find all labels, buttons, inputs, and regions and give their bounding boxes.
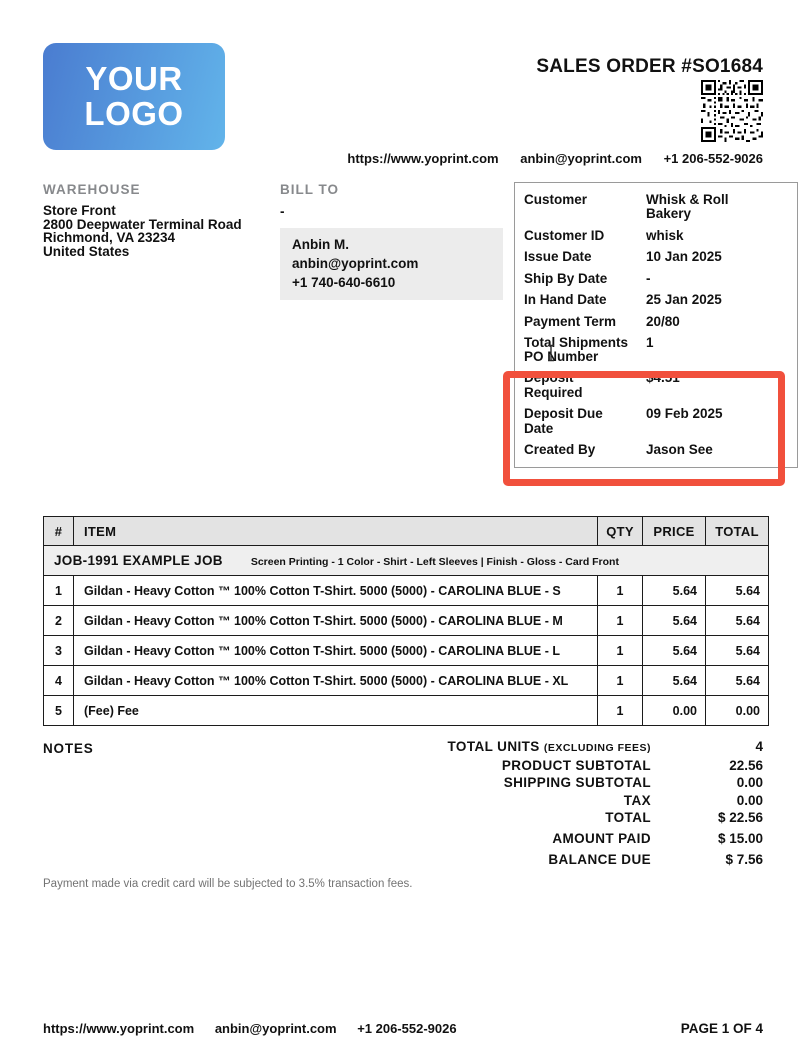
order-info-panel bbox=[514, 182, 798, 468]
table-row bbox=[44, 636, 769, 666]
row-price: 5.64 bbox=[643, 666, 706, 696]
info-value: 20/80 bbox=[646, 313, 680, 329]
col-header-qty: QTY bbox=[598, 517, 643, 546]
tax-row bbox=[383, 794, 763, 809]
row-item: Gildan - Heavy Cotton ™ 100% Cotton T-Shirt. 5000 (5000) - CAROLINA BLUE - S bbox=[74, 576, 598, 606]
total-value: 0.00 bbox=[736, 792, 763, 808]
warehouse-city: Richmond, VA 23234 bbox=[43, 230, 176, 245]
info-row-po-number bbox=[515, 346, 797, 368]
total-label: BALANCE DUE bbox=[548, 852, 651, 867]
footer-contact bbox=[43, 1021, 457, 1036]
table-row bbox=[44, 666, 769, 696]
row-item: Gildan - Heavy Cotton ™ 100% Cotton T-Shirt. 5000 (5000) - CAROLINA BLUE - M bbox=[74, 606, 598, 636]
row-total: 5.64 bbox=[706, 606, 769, 636]
row-qty: 1 bbox=[598, 666, 643, 696]
header-contact bbox=[347, 151, 763, 166]
items-table bbox=[43, 516, 769, 726]
row-item: Gildan - Heavy Cotton ™ 100% Cotton T-Shirt. 5000 (5000) - CAROLINA BLUE - L bbox=[74, 636, 598, 666]
total-label: TOTAL bbox=[605, 810, 651, 825]
total-label: SHIPPING SUBTOTAL bbox=[503, 775, 651, 790]
row-num: 5 bbox=[44, 696, 74, 726]
total-units-row bbox=[383, 740, 763, 756]
totals-section bbox=[383, 740, 763, 871]
info-label: Deposit Due Date bbox=[524, 406, 603, 436]
row-total: 5.64 bbox=[706, 576, 769, 606]
job-header-row bbox=[44, 546, 769, 576]
notes-label: NOTES bbox=[43, 741, 94, 756]
table-row bbox=[44, 576, 769, 606]
bill-to-contact-box bbox=[280, 228, 503, 300]
total-value: $ 7.56 bbox=[725, 852, 763, 867]
row-num: 2 bbox=[44, 606, 74, 636]
warehouse-country: United States bbox=[43, 243, 130, 259]
info-label: Issue Date bbox=[524, 249, 592, 264]
row-item: Gildan - Heavy Cotton ™ 100% Cotton T-Shirt. 5000 (5000) - CAROLINA BLUE - XL bbox=[74, 666, 598, 696]
email-link[interactable]: anbin@yoprint.com bbox=[520, 151, 642, 166]
warehouse-street: 2800 Deepwater Terminal Road bbox=[43, 216, 242, 232]
col-header-item: ITEM bbox=[74, 517, 598, 546]
qr-code-icon bbox=[701, 80, 763, 142]
info-label: In Hand Date bbox=[524, 292, 607, 307]
info-label: Ship By Date bbox=[524, 270, 608, 286]
row-total: 5.64 bbox=[706, 666, 769, 696]
info-label: Payment Term bbox=[524, 313, 617, 329]
info-row-in-hand-date bbox=[515, 290, 797, 312]
warehouse-name: Store Front bbox=[43, 203, 116, 218]
info-value: 25 Jan 2025 bbox=[646, 292, 722, 307]
info-value: $4.51 bbox=[646, 370, 680, 385]
info-value: Whisk & Roll Bakery bbox=[646, 191, 729, 221]
job-title: JOB-1991 EXAMPLE JOB bbox=[54, 553, 223, 568]
page-number: PAGE 1 OF 4 bbox=[680, 1021, 763, 1036]
bill-to-section bbox=[280, 182, 503, 300]
footer-phone-text: +1 206-552-9026 bbox=[357, 1021, 457, 1036]
text-cursor-icon bbox=[546, 344, 556, 367]
total-value: $ 22.56 bbox=[717, 810, 763, 825]
info-value: 1 bbox=[646, 335, 654, 350]
row-price: 5.64 bbox=[643, 606, 706, 636]
row-price: 0.00 bbox=[643, 696, 706, 726]
amount-paid-row bbox=[383, 832, 763, 847]
info-row-customer-id bbox=[515, 225, 797, 247]
info-value: 10 Jan 2025 bbox=[646, 249, 722, 264]
items-header-row bbox=[44, 517, 769, 546]
info-label: Deposit Required bbox=[524, 370, 583, 400]
total-value: 22.56 bbox=[729, 757, 763, 773]
row-item: (Fee) Fee bbox=[74, 696, 598, 726]
info-row-payment-term bbox=[515, 311, 797, 333]
total-label: TOTAL UNITS (EXCLUDING FEES) bbox=[447, 739, 651, 754]
warehouse-label: WAREHOUSE bbox=[43, 182, 141, 197]
payment-note: Payment made via credit card will be subjected to 3.5% transaction fees. bbox=[43, 878, 413, 890]
row-total: 5.64 bbox=[706, 636, 769, 666]
info-label: Customer ID bbox=[524, 227, 605, 243]
table-row bbox=[44, 696, 769, 726]
website-link[interactable]: https://www.yoprint.com bbox=[347, 151, 499, 166]
total-value: 4 bbox=[755, 739, 763, 754]
info-label: Customer bbox=[524, 191, 588, 207]
info-label: PO Number bbox=[524, 348, 599, 364]
row-num: 3 bbox=[44, 636, 74, 666]
col-header-price: PRICE bbox=[643, 517, 706, 546]
info-label: Created By bbox=[524, 442, 596, 457]
total-label: TAX bbox=[623, 792, 651, 808]
bill-to-phone: +1 740-640-6610 bbox=[292, 275, 396, 290]
balance-due-row bbox=[383, 853, 763, 868]
info-value: 09 Feb 2025 bbox=[646, 406, 723, 421]
info-row-created-by bbox=[515, 440, 797, 462]
total-sublabel: (EXCLUDING FEES) bbox=[543, 742, 651, 754]
row-price: 5.64 bbox=[643, 576, 706, 606]
info-value: whisk bbox=[646, 227, 684, 243]
total-value: $ 15.00 bbox=[717, 830, 763, 846]
footer-email-link[interactable]: anbin@yoprint.com bbox=[214, 1021, 337, 1036]
row-num: 4 bbox=[44, 666, 74, 696]
info-row-deposit-required bbox=[515, 368, 797, 404]
info-value bbox=[646, 350, 764, 365]
bill-to-name: Anbin M. bbox=[292, 237, 349, 252]
footer-website-link[interactable]: https://www.yoprint.com bbox=[43, 1021, 195, 1036]
product-subtotal-row bbox=[383, 759, 763, 774]
warehouse-section bbox=[43, 182, 273, 258]
total-value: 0.00 bbox=[736, 775, 763, 790]
info-label: Total Shipments bbox=[524, 335, 629, 350]
info-row-deposit-due-date bbox=[515, 404, 797, 440]
bill-to-company: - bbox=[280, 204, 285, 219]
bill-to-label: BILL TO bbox=[280, 182, 340, 197]
logo-text-line2: LOGO bbox=[84, 94, 184, 132]
info-value: - bbox=[646, 270, 651, 286]
total-label: AMOUNT PAID bbox=[552, 830, 651, 846]
info-value: Jason See bbox=[646, 442, 713, 457]
info-row-issue-date bbox=[515, 247, 797, 269]
logo-text-line1: YOUR bbox=[85, 59, 183, 97]
row-total: 0.00 bbox=[706, 696, 769, 726]
row-num: 1 bbox=[44, 576, 74, 606]
table-row bbox=[44, 606, 769, 636]
page-footer bbox=[43, 1021, 763, 1036]
col-header-total: TOTAL bbox=[706, 517, 769, 546]
row-qty: 1 bbox=[598, 636, 643, 666]
shipping-subtotal-row bbox=[383, 776, 763, 791]
row-qty: 1 bbox=[598, 576, 643, 606]
phone-text: +1 206-552-9026 bbox=[663, 151, 763, 166]
bill-to-email[interactable]: anbin@yoprint.com bbox=[292, 256, 419, 271]
info-row-customer bbox=[515, 189, 797, 225]
row-price: 5.64 bbox=[643, 636, 706, 666]
total-row bbox=[383, 811, 763, 826]
info-row-ship-by-date bbox=[515, 268, 797, 290]
job-subtitle: Screen Printing - 1 Color - Shirt - Left Sleeves | Finish - Gloss - Card Front bbox=[250, 556, 619, 568]
col-header-num: # bbox=[44, 517, 74, 546]
company-logo bbox=[43, 43, 225, 150]
page-title: SALES ORDER #SO1684 bbox=[536, 56, 763, 77]
total-label: PRODUCT SUBTOTAL bbox=[501, 757, 651, 773]
row-qty: 1 bbox=[598, 606, 643, 636]
row-qty: 1 bbox=[598, 696, 643, 726]
